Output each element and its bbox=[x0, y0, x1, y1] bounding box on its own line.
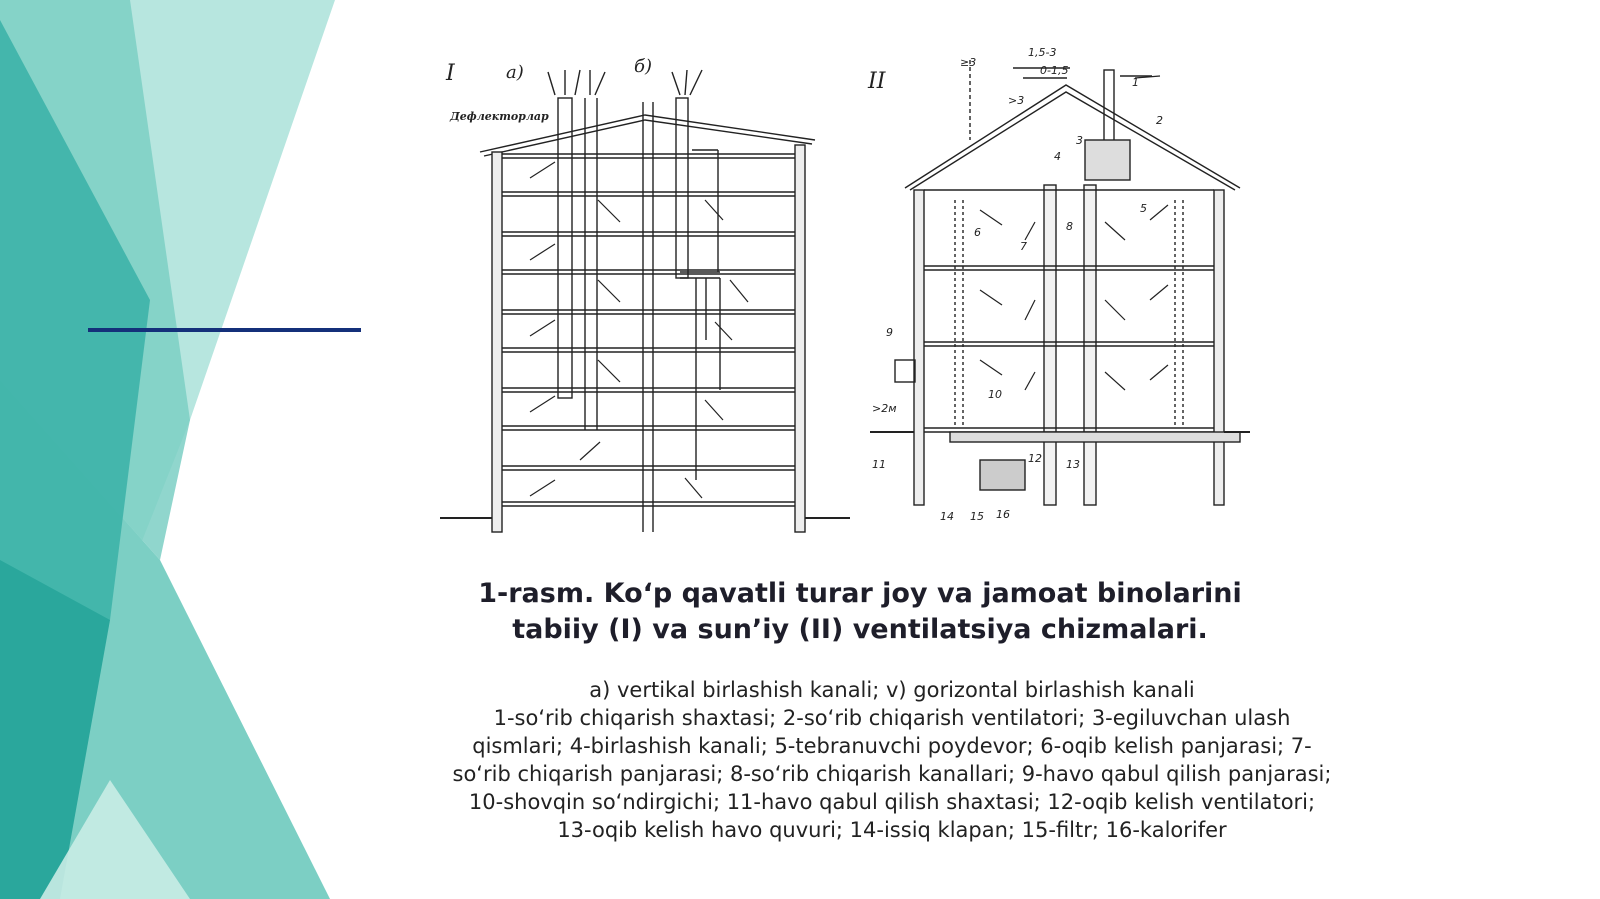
num-15: 15 bbox=[970, 510, 984, 523]
num-4: 4 bbox=[1054, 150, 1061, 163]
floor-slabs-I bbox=[502, 154, 795, 506]
drawing-mechanical-ventilation bbox=[870, 60, 1250, 505]
num-13: 13 bbox=[1066, 458, 1080, 471]
num-12: 12 bbox=[1028, 452, 1042, 465]
num-7: 7 bbox=[1020, 240, 1027, 253]
dim-small: 0-1,5 bbox=[1040, 64, 1069, 77]
caption-subtitle: a) vertikal birlashish kanali; v) gorizontal birlashish kanali bbox=[589, 678, 1195, 702]
num-9: 9 bbox=[886, 326, 893, 339]
label-b: б) bbox=[634, 56, 653, 77]
figure-caption-body bbox=[452, 676, 1332, 844]
num-10: 10 bbox=[988, 388, 1002, 401]
caption-title-line-2: tabiiy (I) va sunʼiy (II) ventilatsiya chizmalari. bbox=[512, 614, 1208, 645]
num-1: 1 bbox=[1132, 76, 1139, 89]
label-deflectors: Дефлекторлар bbox=[450, 110, 549, 123]
dim-gt3: >3 bbox=[1008, 94, 1025, 107]
dim-left: ≥3 bbox=[960, 56, 977, 69]
label-a: a) bbox=[506, 62, 524, 83]
label-drawing-II: II bbox=[868, 69, 886, 94]
teal-geometric-background bbox=[0, 0, 420, 899]
caption-legend: 1-soʻrib chiqarish shaxtasi; 2-soʻrib chiqarish ventilatori; 3-egiluvchan ulash qismlari; 4-birlashish kanali; 5-tebranuvchi poydevor; 6-oqib kelish panjarasi; 7-soʻrib chiqarish panjarasi; 8-soʻrib chiqarish kanallari; 9-havo qabul qilish panjarasi; 10-shovqin soʻndirgichi; 11-havo qabul qilish shaxtasi; 12-oqib kelish ventilatori; 13-oqib kelish havo quvuri; 14-issiq klapan; 15-filtr; 16-kalorifer bbox=[452, 706, 1332, 842]
dim-top: 1,5-3 bbox=[1028, 46, 1057, 59]
num-14: 14 bbox=[940, 510, 954, 523]
num-3: 3 bbox=[1076, 134, 1083, 147]
drawing-natural-ventilation bbox=[440, 70, 850, 532]
airflow-arrows-II bbox=[980, 76, 1168, 390]
num-2: 2 bbox=[1156, 114, 1163, 127]
figure-caption-title bbox=[440, 576, 1280, 648]
num-8: 8 bbox=[1066, 220, 1073, 233]
num-16: 16 bbox=[996, 508, 1010, 521]
airflow-arrows-I bbox=[530, 162, 748, 498]
dim-2m: >2м bbox=[872, 402, 897, 415]
num-6: 6 bbox=[974, 226, 981, 239]
label-drawing-I: I bbox=[446, 61, 455, 86]
caption-title-line-1: 1-rasm. Koʻp qavatli turar joy va jamoat binolarini bbox=[478, 578, 1242, 609]
accent-line bbox=[88, 328, 361, 332]
ventilation-diagram bbox=[440, 40, 1260, 540]
deflector-arrows bbox=[548, 70, 702, 95]
num-11: 11 bbox=[872, 458, 886, 471]
num-5: 5 bbox=[1140, 202, 1147, 215]
